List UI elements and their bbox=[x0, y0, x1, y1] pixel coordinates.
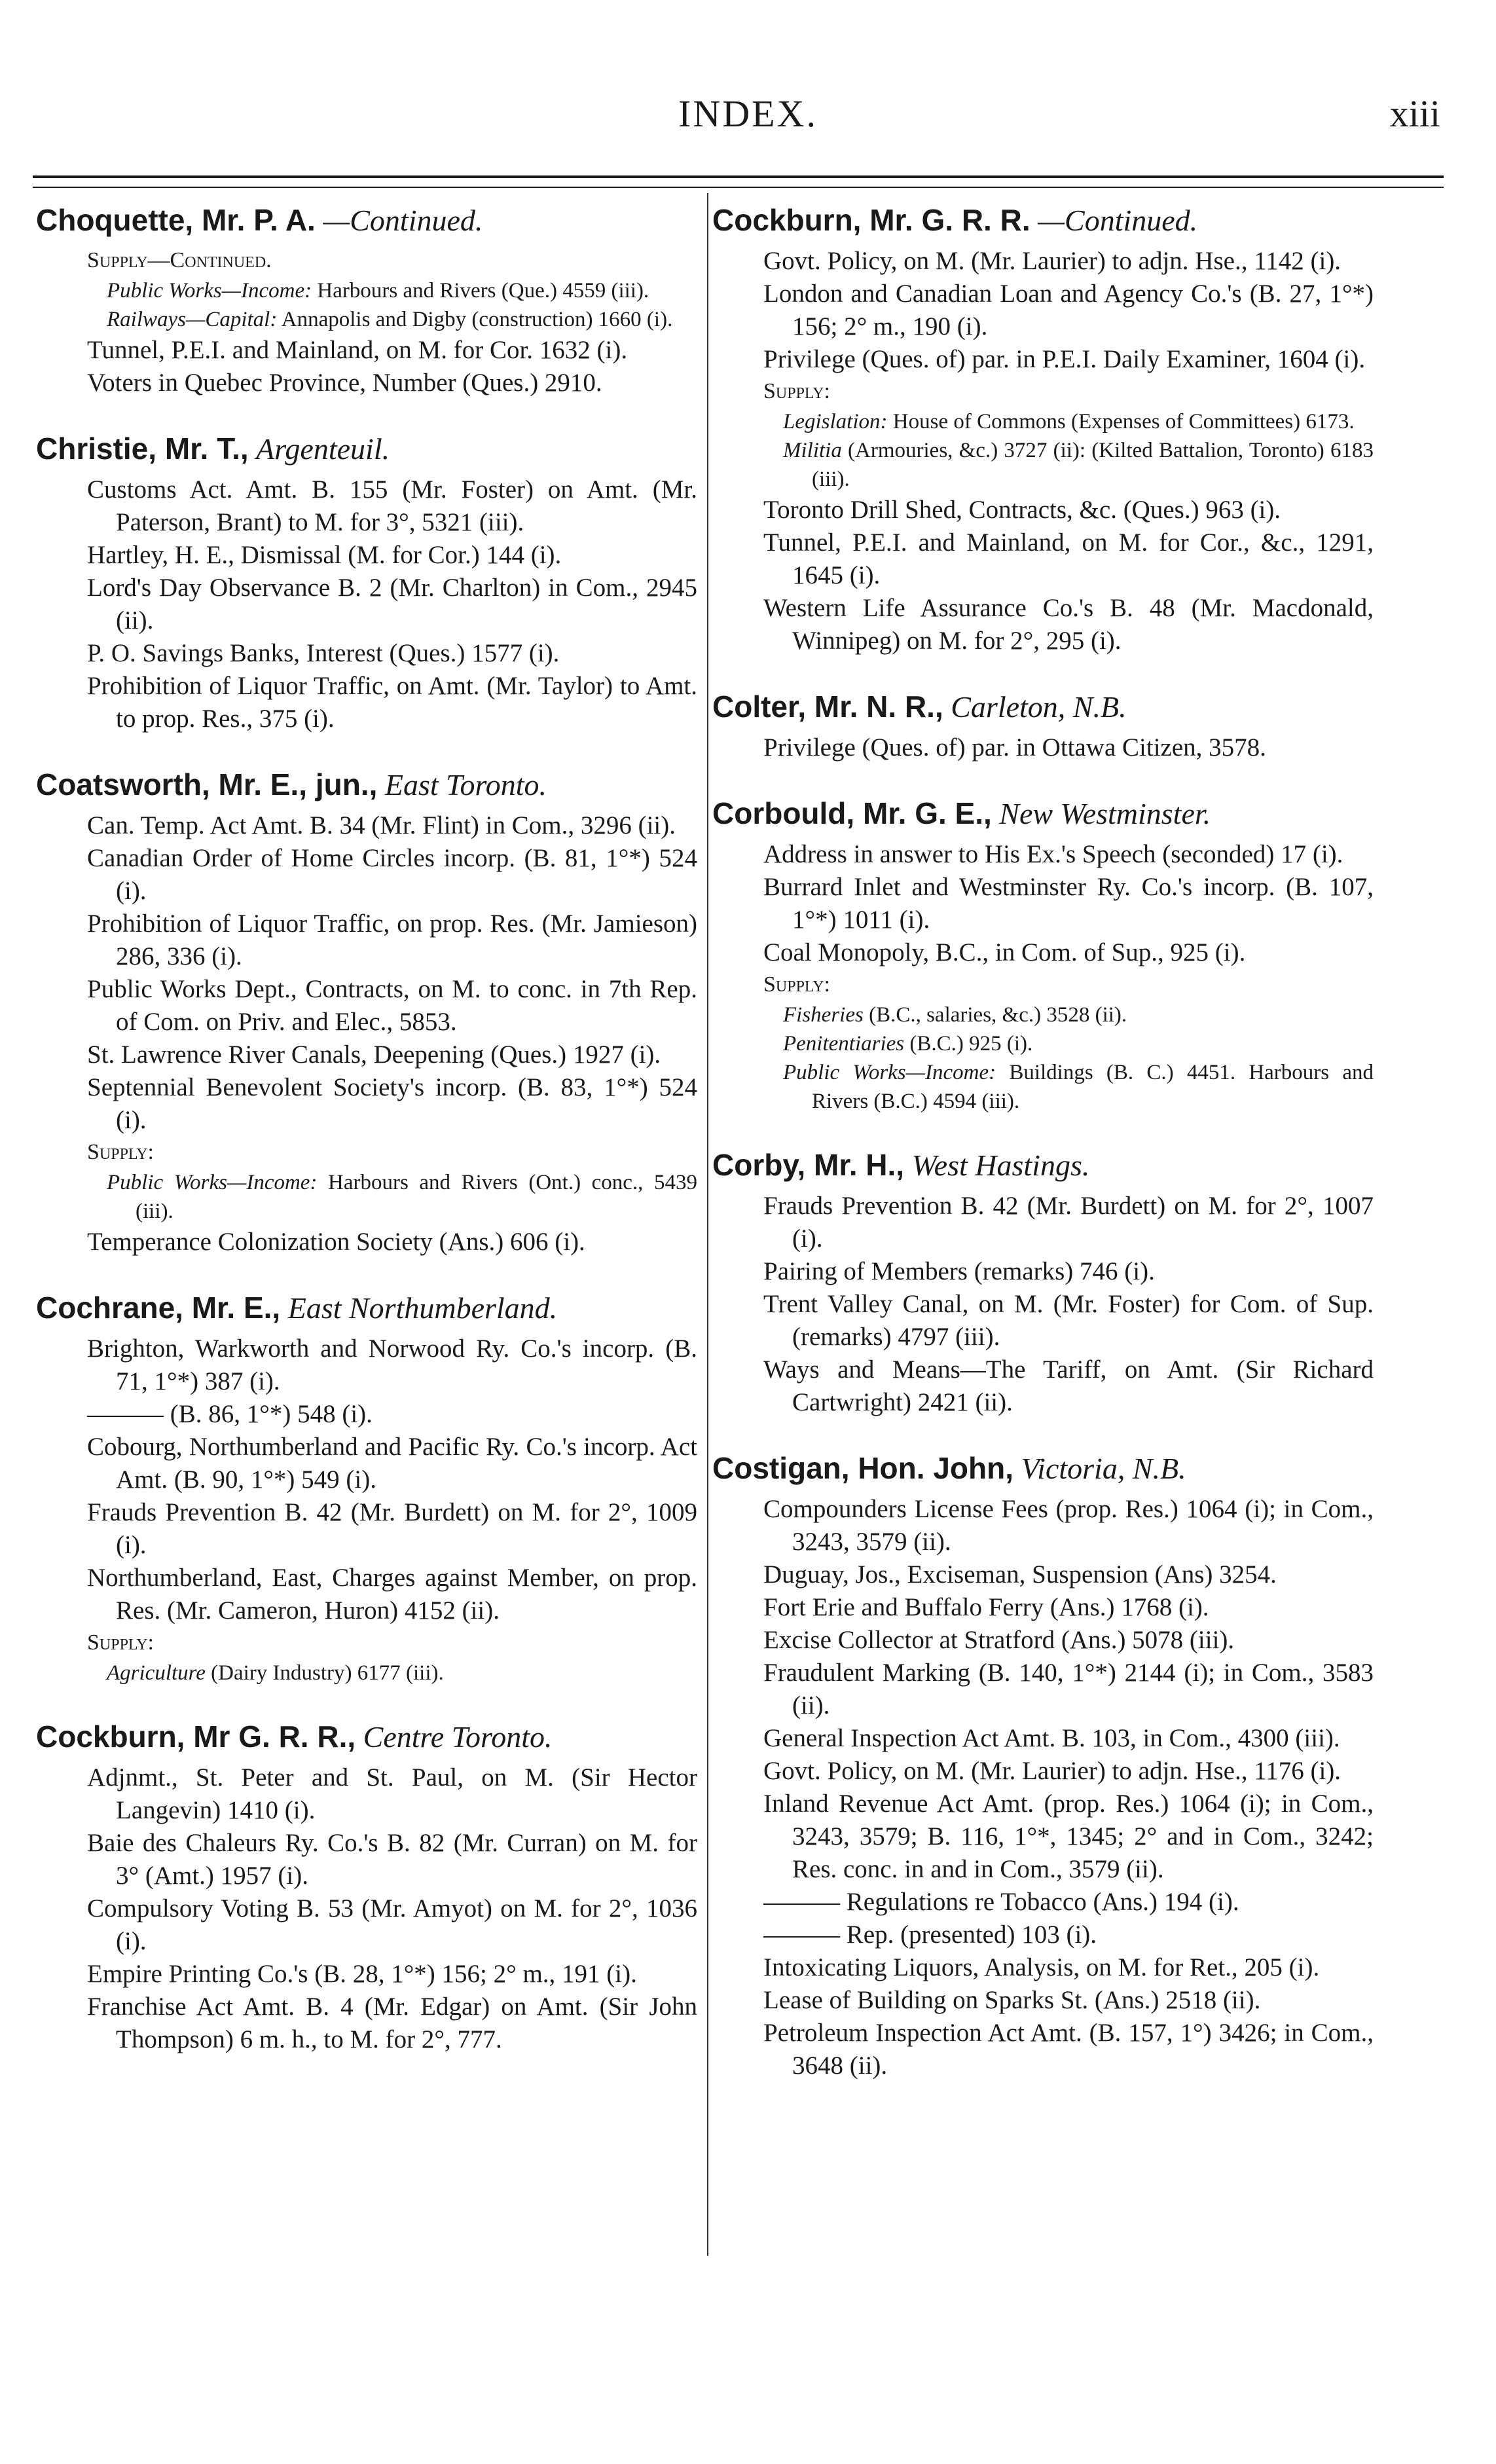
constituency: Victoria, N.B. bbox=[1021, 1452, 1186, 1485]
supply-category: Public Works—Income: bbox=[107, 279, 312, 303]
index-entry bbox=[712, 793, 1374, 1116]
index-entry bbox=[36, 200, 697, 399]
supply-label: Supply—Continued. bbox=[87, 248, 272, 272]
member-name: Costigan, Hon. John, bbox=[712, 1451, 1013, 1485]
entry-heading bbox=[712, 200, 1374, 241]
index-item: Northumberland, East, Charges against Member, on prop. Res. (Mr. Cameron, Huron) 4152 (ii). bbox=[87, 1564, 697, 1625]
supply-category: Public Works—Income: bbox=[107, 1171, 318, 1194]
supply-detail: House of Commons (Expenses of Committees) 6173. bbox=[887, 410, 1355, 433]
supply-category: Fisheries bbox=[783, 1003, 864, 1027]
index-entry bbox=[712, 1145, 1374, 1419]
member-name: Cockburn, Mr G. R. R., bbox=[36, 1719, 356, 1754]
supply-category: Public Works—Income: bbox=[783, 1061, 996, 1084]
index-item: Coal Monopoly, B.C., in Com. of Sup., 925 (i). bbox=[763, 938, 1246, 966]
supply-subitem bbox=[36, 276, 697, 305]
index-entry bbox=[36, 764, 697, 1259]
index-entry bbox=[712, 686, 1374, 764]
index-item: ——— Regulations re Tobacco (Ans.) 194 (i). bbox=[763, 1888, 1239, 1916]
supply-detail: Harbours and Rivers (Que.) 4559 (iii). bbox=[312, 279, 649, 303]
supply-subitem bbox=[712, 1029, 1374, 1058]
index-item: Petroleum Inspection Act Amt. (B. 157, 1°) 3426; in Com., 3648 (ii). bbox=[763, 2019, 1374, 2080]
page-title: INDEX. bbox=[678, 92, 818, 135]
supply-subitem bbox=[712, 436, 1374, 494]
entry-heading bbox=[36, 764, 697, 805]
index-entry bbox=[36, 1716, 697, 2056]
index-item: P. O. Savings Banks, Interest (Ques.) 1577 (i). bbox=[87, 639, 560, 667]
index-item: Frauds Prevention B. 42 (Mr. Burdett) on M. for 2°, 1007 (i). bbox=[763, 1192, 1374, 1253]
index-entry bbox=[36, 1287, 697, 1687]
constituency: —Continued. bbox=[1038, 204, 1198, 237]
index-item: Pairing of Members (remarks) 746 (i). bbox=[763, 1257, 1155, 1285]
index-item: ——— (B. 86, 1°*) 548 (i). bbox=[87, 1400, 373, 1428]
index-item: Inland Revenue Act Amt. (prop. Res.) 1064 (i); in Com., 3243, 3579; B. 116, 1°*, 1345; 2° and in Com., 3242; Res. conc. in and in Com., 3579 (ii). bbox=[763, 1790, 1374, 1883]
supply-category: Railways—Capital: bbox=[107, 308, 278, 331]
supply-subitem bbox=[36, 1168, 697, 1226]
supply-subitem bbox=[36, 1659, 697, 1687]
entry-heading bbox=[712, 1145, 1374, 1186]
supply-subitem bbox=[712, 407, 1374, 436]
index-item: Lease of Building on Sparks St. (Ans.) 2518 (ii). bbox=[763, 1986, 1261, 2014]
index-item: Ways and Means—The Tariff, on Amt. (Sir Richard Cartwright) 2421 (ii). bbox=[763, 1355, 1374, 1416]
index-item: Cobourg, Northumberland and Pacific Ry. Co.'s incorp. Act Amt. (B. 90, 1°*) 549 (i). bbox=[87, 1433, 697, 1494]
index-item: Compounders License Fees (prop. Res.) 1064 (i); in Com., 3243, 3579 (ii). bbox=[763, 1495, 1374, 1556]
supply-detail: (B.C., salaries, &c.) 3528 (ii). bbox=[863, 1003, 1127, 1027]
constituency: West Hastings. bbox=[911, 1149, 1090, 1182]
index-item: Frauds Prevention B. 42 (Mr. Burdett) on M. for 2°, 1009 (i). bbox=[87, 1498, 697, 1559]
constituency: East Northumberland. bbox=[287, 1291, 558, 1325]
page-header bbox=[49, 79, 1447, 151]
index-item: Fort Erie and Buffalo Ferry (Ans.) 1768 (i). bbox=[763, 1593, 1209, 1621]
entry-heading bbox=[712, 1448, 1374, 1489]
index-item: Empire Printing Co.'s (B. 28, 1°*) 156; 2° m., 191 (i). bbox=[87, 1960, 637, 1988]
supply-category: Militia bbox=[783, 439, 842, 462]
index-entry bbox=[712, 1448, 1374, 2082]
supply-detail: Buildings (B. C.) 4451. Harbours and Rivers (B.C.) 4594 (iii). bbox=[812, 1061, 1374, 1113]
index-item: Address in answer to His Ex.'s Speech (seconded) 17 (i). bbox=[763, 840, 1343, 868]
header-rule-thin bbox=[33, 187, 1444, 188]
index-item: Fraudulent Marking (B. 140, 1°*) 2144 (i); in Com., 3583 (ii). bbox=[763, 1659, 1374, 1719]
index-item: Tunnel, P.E.I. and Mainland, on M. for Cor., &c., 1291, 1645 (i). bbox=[763, 528, 1374, 589]
index-item: St. Lawrence River Canals, Deepening (Ques.) 1927 (i). bbox=[87, 1040, 661, 1069]
supply-subitem bbox=[712, 1001, 1374, 1029]
supply-detail: Harbours and Rivers (Ont.) conc., 5439 (iii). bbox=[136, 1171, 697, 1223]
supply-category: Legislation: bbox=[783, 410, 888, 433]
entry-heading bbox=[36, 428, 697, 469]
member-name: Christie, Mr. T., bbox=[36, 432, 249, 466]
supply-subitem bbox=[36, 305, 697, 334]
supply-detail: (B.C.) 925 (i). bbox=[904, 1032, 1033, 1056]
index-item: Privilege (Ques. of) par. in P.E.I. Daily Examiner, 1604 (i). bbox=[763, 345, 1366, 373]
index-item: Compulsory Voting B. 53 (Mr. Amyot) on M. for 2°, 1036 (i). bbox=[87, 1894, 697, 1955]
index-item: Privilege (Ques. of) par. in Ottawa Citizen, 3578. bbox=[763, 733, 1266, 762]
member-name: Corbould, Mr. G. E., bbox=[712, 796, 992, 830]
index-item: Brighton, Warkworth and Norwood Ry. Co.'s incorp. (B. 71, 1°*) 387 (i). bbox=[87, 1334, 697, 1395]
index-item: Trent Valley Canal, on M. (Mr. Foster) for Com. of Sup. (remarks) 4797 (iii). bbox=[763, 1290, 1374, 1351]
index-item: Govt. Policy, on M. (Mr. Laurier) to adjn. Hse., 1176 (i). bbox=[763, 1757, 1341, 1785]
index-item: Hartley, H. E., Dismissal (M. for Cor.) 144 (i). bbox=[87, 541, 562, 569]
column-divider bbox=[707, 193, 708, 2256]
member-name: Cockburn, Mr. G. R. R. bbox=[712, 203, 1031, 237]
supply-detail: (Dairy Industry) 6177 (iii). bbox=[205, 1661, 444, 1685]
index-item: ——— Rep. (presented) 103 (i). bbox=[763, 1921, 1097, 1949]
member-name: Choquette, Mr. P. A. bbox=[36, 203, 316, 237]
constituency: Argenteuil. bbox=[256, 432, 390, 466]
entry-heading bbox=[36, 1287, 697, 1329]
supply-detail: (Armouries, &c.) 3727 (ii): (Kilted Battalion, Toronto) 6183 (iii). bbox=[812, 439, 1374, 491]
constituency: —Continued. bbox=[323, 204, 483, 237]
left-column bbox=[36, 200, 697, 2085]
entry-heading bbox=[36, 200, 697, 241]
entry-heading bbox=[712, 686, 1374, 727]
constituency: New Westminster. bbox=[999, 797, 1211, 830]
supply-label: Supply: bbox=[763, 379, 830, 403]
supply-category: Agriculture bbox=[107, 1661, 206, 1685]
supply-label: Supply: bbox=[87, 1630, 154, 1655]
supply-label: Supply: bbox=[763, 972, 830, 997]
index-item: Intoxicating Liquors, Analysis, on M. for Ret., 205 (i). bbox=[763, 1953, 1320, 1981]
supply-subitem bbox=[712, 1058, 1374, 1116]
index-item: Excise Collector at Stratford (Ans.) 5078 (iii). bbox=[763, 1626, 1235, 1654]
index-item: Govt. Policy, on M. (Mr. Laurier) to adjn. Hse., 1142 (i). bbox=[763, 247, 1341, 275]
index-item: Lord's Day Observance B. 2 (Mr. Charlton) in Com., 2945 (ii). bbox=[87, 574, 697, 634]
right-column bbox=[712, 200, 1374, 2111]
index-item: Voters in Quebec Province, Number (Ques.) 2910. bbox=[87, 369, 602, 397]
index-entry bbox=[36, 428, 697, 735]
index-item: Canadian Order of Home Circles incorp. (B. 81, 1°*) 524 (i). bbox=[87, 844, 697, 905]
page-number: xiii bbox=[1389, 92, 1440, 135]
index-entry bbox=[712, 200, 1374, 657]
member-name: Coatsworth, Mr. E., jun., bbox=[36, 767, 378, 801]
index-item: Tunnel, P.E.I. and Mainland, on M. for Cor. 1632 (i). bbox=[87, 336, 628, 364]
constituency: Centre Toronto. bbox=[363, 1720, 553, 1754]
constituency: East Toronto. bbox=[384, 768, 547, 801]
member-name: Colter, Mr. N. R., bbox=[712, 690, 943, 724]
index-item: Toronto Drill Shed, Contracts, &c. (Ques.) 963 (i). bbox=[763, 496, 1281, 524]
entry-heading bbox=[712, 793, 1374, 834]
index-item: Western Life Assurance Co.'s B. 48 (Mr. Macdonald, Winnipeg) on M. for 2°, 295 (i). bbox=[763, 594, 1374, 655]
index-item: Septennial Benevolent Society's incorp. (B. 83, 1°*) 524 (i). bbox=[87, 1073, 697, 1134]
index-item: Burrard Inlet and Westminster Ry. Co.'s incorp. (B. 107, 1°*) 1011 (i). bbox=[763, 873, 1374, 934]
index-item: Customs Act. Amt. B. 155 (Mr. Foster) on Amt. (Mr. Paterson, Brant) to M. for 3°, 5321 (iii). bbox=[87, 475, 697, 536]
entry-heading bbox=[36, 1716, 697, 1757]
index-item: Duguay, Jos., Exciseman, Suspension (Ans) 3254. bbox=[763, 1560, 1277, 1589]
member-name: Cochrane, Mr. E., bbox=[36, 1291, 281, 1325]
index-item: Adjnmt., St. Peter and St. Paul, on M. (Sir Hector Langevin) 1410 (i). bbox=[87, 1763, 697, 1824]
supply-category: Penitentiaries bbox=[783, 1032, 905, 1056]
supply-detail: Annapolis and Digby (construction) 1660 (i). bbox=[277, 308, 673, 331]
index-item: General Inspection Act Amt. B. 103, in Com., 4300 (iii). bbox=[763, 1724, 1340, 1752]
index-item: Temperance Colonization Society (Ans.) 606 (i). bbox=[87, 1228, 585, 1256]
index-item: Prohibition of Liquor Traffic, on prop. Res. (Mr. Jamieson) 286, 336 (i). bbox=[87, 910, 697, 970]
index-item: Prohibition of Liquor Traffic, on Amt. (Mr. Taylor) to Amt. to prop. Res., 375 (i). bbox=[87, 672, 697, 733]
index-item: Baie des Chaleurs Ry. Co.'s B. 82 (Mr. Curran) on M. for 3° (Amt.) 1957 (i). bbox=[87, 1829, 697, 1890]
supply-label: Supply: bbox=[87, 1140, 154, 1164]
header-rule-thick bbox=[33, 175, 1444, 178]
index-item: Public Works Dept., Contracts, on M. to conc. in 7th Rep. of Com. on Priv. and Elec., 5853. bbox=[87, 975, 697, 1036]
index-item: Franchise Act Amt. B. 4 (Mr. Edgar) on Amt. (Sir John Thompson) 6 m. h., to M. for 2°, 777. bbox=[87, 1993, 697, 2053]
constituency: Carleton, N.B. bbox=[951, 690, 1127, 724]
index-item: Can. Temp. Act Amt. B. 34 (Mr. Flint) in Com., 3296 (ii). bbox=[87, 811, 676, 839]
member-name: Corby, Mr. H., bbox=[712, 1148, 905, 1182]
index-item: London and Canadian Loan and Agency Co.'s (B. 27, 1°*) 156; 2° m., 190 (i). bbox=[763, 280, 1374, 340]
